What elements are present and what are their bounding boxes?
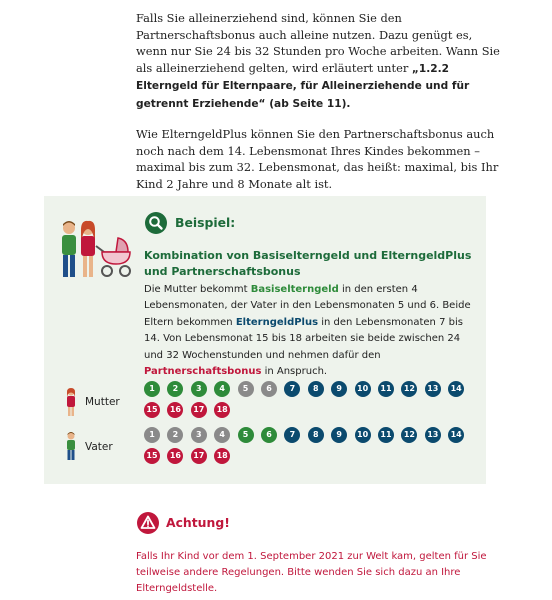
keyword-partnerschaftsbonus: Partnerschaftsbonus bbox=[144, 366, 262, 378]
vater-month-2: 2 bbox=[167, 427, 183, 443]
vater-label: Vater bbox=[85, 441, 113, 453]
vater-month-16: 16 bbox=[167, 448, 183, 464]
mutter-month-5: 5 bbox=[238, 381, 254, 397]
vater-month-7: 7 bbox=[284, 427, 300, 443]
family-icon bbox=[56, 218, 134, 282]
vater-month-11: 11 bbox=[378, 427, 394, 443]
vater-month-13: 13 bbox=[425, 427, 441, 443]
mutter-month-4: 4 bbox=[214, 381, 230, 397]
section-reference: „1.2.2 Elterngeld für Elternpaare, für Alleinerziehende und für getrennt Erziehende“ (ab Seite 11). bbox=[136, 62, 470, 110]
example-description: Die Mutter bekommt Basiselterngeld in den ersten 4 Lebensmonaten, der Vater in den Lebensmonaten 5 und 6. Beide Eltern bekommen ElterngeldPlus in den Lebensmonaten 7 bis 14. Von Lebensmonat 15 bis 18 arbeiten sie beide zwischen 24 und 32 Wochenstunden und nehmen dafür den Partnerschaftsbonus in Anspruch. bbox=[144, 284, 471, 378]
vater-month-10: 10 bbox=[355, 427, 371, 443]
vater-month-14: 14 bbox=[448, 427, 464, 443]
example-box bbox=[44, 196, 486, 484]
example-title: Beispiel: bbox=[175, 215, 236, 230]
vater-month-18: 18 bbox=[214, 448, 230, 464]
mutter-month-1: 1 bbox=[144, 381, 160, 397]
mutter-month-14: 14 bbox=[448, 381, 464, 397]
vater-month-6: 6 bbox=[261, 427, 277, 443]
intro-paragraph-1 bbox=[136, 10, 506, 112]
warning-text: Falls Ihr Kind vor dem 1. September 2021 zur Welt kam, gelten für Sie teilweise andere Regelungen. Bitte wenden Sie sich dazu an Ihre Elterngeldstelle. bbox=[136, 551, 487, 594]
vater-month-9: 9 bbox=[331, 427, 347, 443]
vater-month-17: 17 bbox=[191, 448, 207, 464]
mutter-month-8: 8 bbox=[308, 381, 324, 397]
vater-month-8: 8 bbox=[308, 427, 324, 443]
mutter-month-9: 9 bbox=[331, 381, 347, 397]
mutter-month-15: 15 bbox=[144, 402, 160, 418]
father-icon bbox=[64, 432, 78, 460]
warning-icon bbox=[137, 512, 159, 534]
mutter-month-6: 6 bbox=[261, 381, 277, 397]
vater-month-12: 12 bbox=[401, 427, 417, 443]
keyword-elterngeldplus: ElterngeldPlus bbox=[235, 316, 319, 328]
mutter-month-13: 13 bbox=[425, 381, 441, 397]
intro-p1-text: Falls Sie alleinerziehend sind, können Sie den Partnerschaftsbonus auch alleine nutzen. Dazu genügt es, wenn nur Sie 24 bis 32 Stunden pro Woche arbeiten. Wann Sie als alleinerziehend gelten, wird erläutert unter bbox=[136, 11, 500, 75]
vater-month-15: 15 bbox=[144, 448, 160, 464]
vater-month-3: 3 bbox=[191, 427, 207, 443]
mutter-month-16: 16 bbox=[167, 402, 183, 418]
keyword-basiselterngeld: Basiselterngeld bbox=[250, 284, 339, 295]
magnifier-icon bbox=[145, 212, 167, 234]
mutter-month-10: 10 bbox=[355, 381, 371, 397]
intro-paragraph-2: Wie ElterngeldPlus können Sie den Partnerschaftsbonus auch noch nach dem 14. Lebensmonat Ihres Kindes bekommen – maximal bis zum 32. Lebensmonat, das heißt: maximal, bis Ihr Kind 2 Jahre und 8 Monate alt ist. bbox=[136, 127, 499, 191]
mutter-month-2: 2 bbox=[167, 381, 183, 397]
example-subtitle: Kombination von Basiselterngeld und ElterngeldPlus und Partnerschaftsbonus bbox=[144, 249, 472, 278]
warning-title: Achtung! bbox=[166, 515, 230, 530]
mutter-month-7: 7 bbox=[284, 381, 300, 397]
vater-month-1: 1 bbox=[144, 427, 160, 443]
mutter-month-3: 3 bbox=[191, 381, 207, 397]
mother-icon bbox=[64, 388, 78, 416]
mutter-month-18: 18 bbox=[214, 402, 230, 418]
mutter-label: Mutter bbox=[85, 396, 120, 408]
vater-month-4: 4 bbox=[214, 427, 230, 443]
intro-text bbox=[136, 10, 506, 206]
mutter-month-12: 12 bbox=[401, 381, 417, 397]
mutter-month-17: 17 bbox=[191, 402, 207, 418]
vater-month-5: 5 bbox=[238, 427, 254, 443]
mutter-month-11: 11 bbox=[378, 381, 394, 397]
